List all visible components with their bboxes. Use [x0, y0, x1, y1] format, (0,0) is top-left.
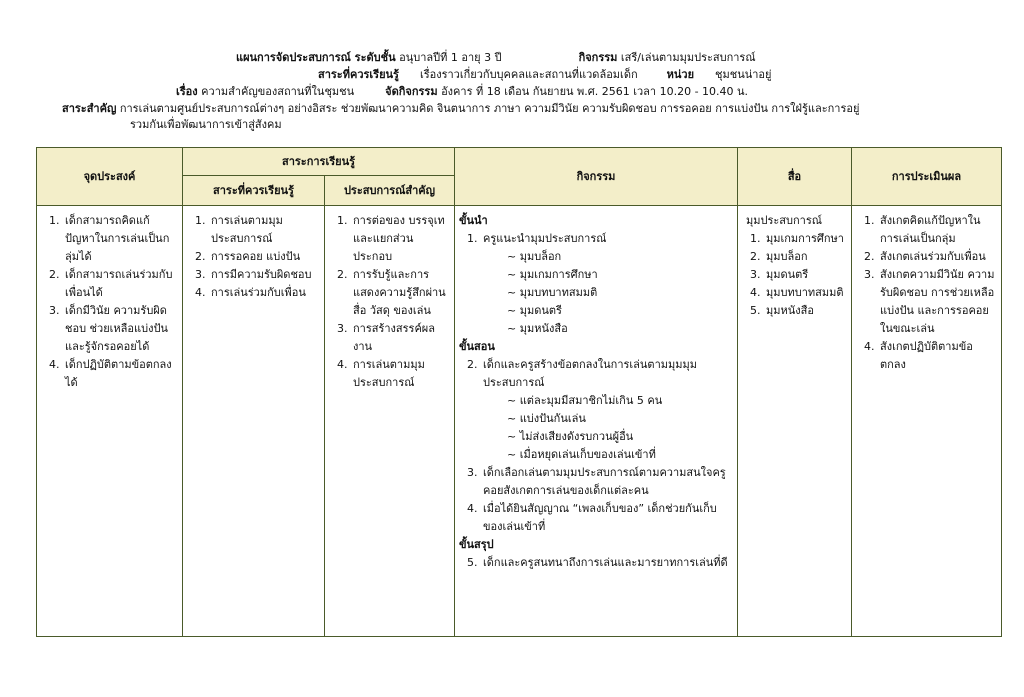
media-cell [738, 206, 852, 637]
col-header-objective: จุดประสงค์ [37, 148, 183, 206]
list-item: 4. สังเกตปฏิบัติตามข้อตกลง [878, 338, 997, 374]
intro-stage-title: ขั้นนำ [459, 214, 488, 227]
content-topics-list [187, 212, 320, 302]
list-item: 3. เด็กมีวินัย ความรับผิดชอบ ช่วยเหลือแบ่งปัน และรู้จักรอคอยได้ [63, 302, 178, 356]
header-line-3 [176, 84, 1024, 100]
header-line-2 [318, 67, 1024, 83]
list-item: 1. การเล่นตามมุมประสบการณ์ [209, 212, 320, 248]
intro-steps [459, 230, 733, 338]
content-label: สาระที่ควรเรียนรู้ [318, 68, 399, 81]
objectives-cell [37, 206, 183, 637]
col-header-activity: กิจกรรม [455, 148, 738, 206]
sub-item: ~ มุมดนตรี [507, 304, 562, 317]
list-item: 1. การต่อของ บรรจุเท และแยกส่วนประกอบ [351, 212, 450, 266]
unit-value: ชุมชนน่าอยู่ [715, 68, 772, 81]
media-list [742, 230, 847, 320]
list-item: 4. เด็กปฏิบัติตามข้อตกลงได้ [63, 356, 178, 392]
evaluation-cell [852, 206, 1002, 637]
col-header-content-topics: สาระที่ควรเรียนรู้ [183, 176, 325, 206]
sub-item: ~ มุมบทบาทสมมติ [507, 286, 598, 299]
teach-steps [459, 356, 733, 536]
sub-item: ~ แบ่งปันกันเล่น [507, 412, 586, 425]
summary-steps [459, 554, 733, 572]
key-concept-value: การเล่นตามศูนย์ประสบการณ์ต่างๆ อย่างอิสระ ช่วยพัฒนาความคิด จินตนาการ ภาษา ความมีวินัย ความรับผิดชอบ การรอคอย การแบ่งปัน การใฝ่รู้และการอยู่ [119, 102, 860, 115]
unit-label: หน่วย [666, 68, 695, 81]
list-item: 2. เด็กสามารถเล่นร่วมกับเพื่อนได้ [63, 266, 178, 302]
list-item: 4. มุมบทบาทสมมติ [764, 284, 847, 302]
header-line-1 [236, 50, 1024, 66]
step-text: เด็กและครูสร้างข้อตกลงในการเล่นตามมุมมุมประสบการณ์ [483, 358, 698, 389]
teach-stage-title: ขั้นสอน [459, 340, 495, 353]
lesson-plan-table [36, 147, 1002, 637]
activities-cell [455, 206, 738, 637]
key-concept-label: สาระสำคัญ [62, 102, 117, 115]
class-level: อนุบาลปีที่ 1 อายุ 3 ปี [399, 51, 502, 64]
list-item: 5. มุมหนังสือ [764, 302, 847, 320]
summary-stage-title: ขั้นสรุป [459, 538, 494, 551]
evaluation-list [856, 212, 997, 374]
schedule-label: จัดกิจกรรม [385, 85, 438, 98]
media-title: มุมประสบการณ์ [746, 214, 822, 227]
list-item: 3. มุมดนตรี [764, 266, 847, 284]
col-header-media: สื่อ [738, 148, 852, 206]
list-item [481, 230, 733, 338]
list-item: 5. เด็กและครูสนทนาถึงการเล่นและมารยาทการเล่นที่ดี [481, 554, 733, 572]
list-item: 1. สังเกตคิดแก้ปัญหาในการเล่นเป็นกลุ่ม [878, 212, 997, 248]
topic-value: ความสำคัญของสถานที่ในชุมชน [201, 85, 355, 98]
list-item: 1. มุมเกมการศึกษา [764, 230, 847, 248]
list-item: 4. เมื่อได้ยินสัญญาณ “เพลงเก็บของ” เด็กช่วยกันเก็บของเล่นเข้าที่ [481, 500, 733, 536]
key-concept-value-cont: รวมกันเพื่อพัฒนาการเข้าสู่สังคม [130, 118, 282, 131]
schedule-value: อังคาร ที่ 18 เดือน กันยายน พ.ศ. 2561 เวลา 10.20 - 10.40 น. [441, 85, 749, 98]
content-topics-cell [183, 206, 325, 637]
list-item: 3. การมีความรับผิดชอบ [209, 266, 320, 284]
topic-label: เรื่อง [176, 85, 198, 98]
step-text: ครูแนะนำมุมประสบการณ์ [483, 232, 607, 245]
key-experiences-list [329, 212, 450, 392]
list-item: 3. เด็กเลือกเล่นตามมุมประสบการณ์ตามความสนใจครูคอยสังเกตการเล่นของเด็กแต่ละคน [481, 464, 733, 500]
list-item: 4. การเล่นร่วมกับเพื่อน [209, 284, 320, 302]
col-header-content: สาระการเรียนรู้ [183, 148, 455, 176]
col-header-evaluation: การประเมินผล [852, 148, 1002, 206]
key-experiences-cell [325, 206, 455, 637]
list-item: 1. เด็กสามารถคิดแก้ปัญหาในการเล่นเป็นกลุ่มได้ [63, 212, 178, 266]
list-item [481, 356, 733, 464]
list-item: 3. สังเกตความมีวินัย ความรับผิดชอบ การช่วยเหลือแบ่งปัน และการรอคอยในขณะเล่น [878, 266, 997, 338]
content-value: เรื่องราวเกี่ยวกับบุคคลและสถานที่แวดล้อมเด็ก [419, 68, 638, 81]
list-item: 2. การรับรู้และการแสดงความรู้สึกผ่านสื่อ วัสดุ ของเล่น [351, 266, 450, 320]
list-item: 2. สังเกตเล่นร่วมกับเพื่อน [878, 248, 997, 266]
sub-item: ~ มุมบล็อก [507, 250, 562, 263]
list-item: 2. มุมบล็อก [764, 248, 847, 266]
activity-label: กิจกรรม [578, 51, 618, 64]
sub-item: ~ มุมหนังสือ [507, 322, 568, 335]
activity-value: เสรี/เล่นตามมุมประสบการณ์ [620, 51, 756, 64]
list-item: 4. การเล่นตามมุมประสบการณ์ [351, 356, 450, 392]
sub-item: ~ มุมเกมการศึกษา [507, 268, 598, 281]
list-item: 2. การรอคอย แบ่งปัน [209, 248, 320, 266]
objectives-list [41, 212, 178, 392]
sub-item: ~ แต่ละมุมมีสมาชิกไม่เกิน 5 คน [507, 394, 663, 407]
plan-label: แผนการจัดประสบการณ์ ระดับชั้น [236, 51, 396, 64]
col-header-key-experiences: ประสบการณ์สำคัญ [325, 176, 455, 206]
list-item: 3. การสร้างสรรค์ผลงาน [351, 320, 450, 356]
sub-item: ~ เมื่อหยุดเล่นเก็บของเล่นเข้าที่ [507, 448, 656, 461]
sub-item: ~ ไม่ส่งเสียงดังรบกวนผู้อื่น [507, 430, 634, 443]
header-line-4 [62, 101, 1012, 133]
